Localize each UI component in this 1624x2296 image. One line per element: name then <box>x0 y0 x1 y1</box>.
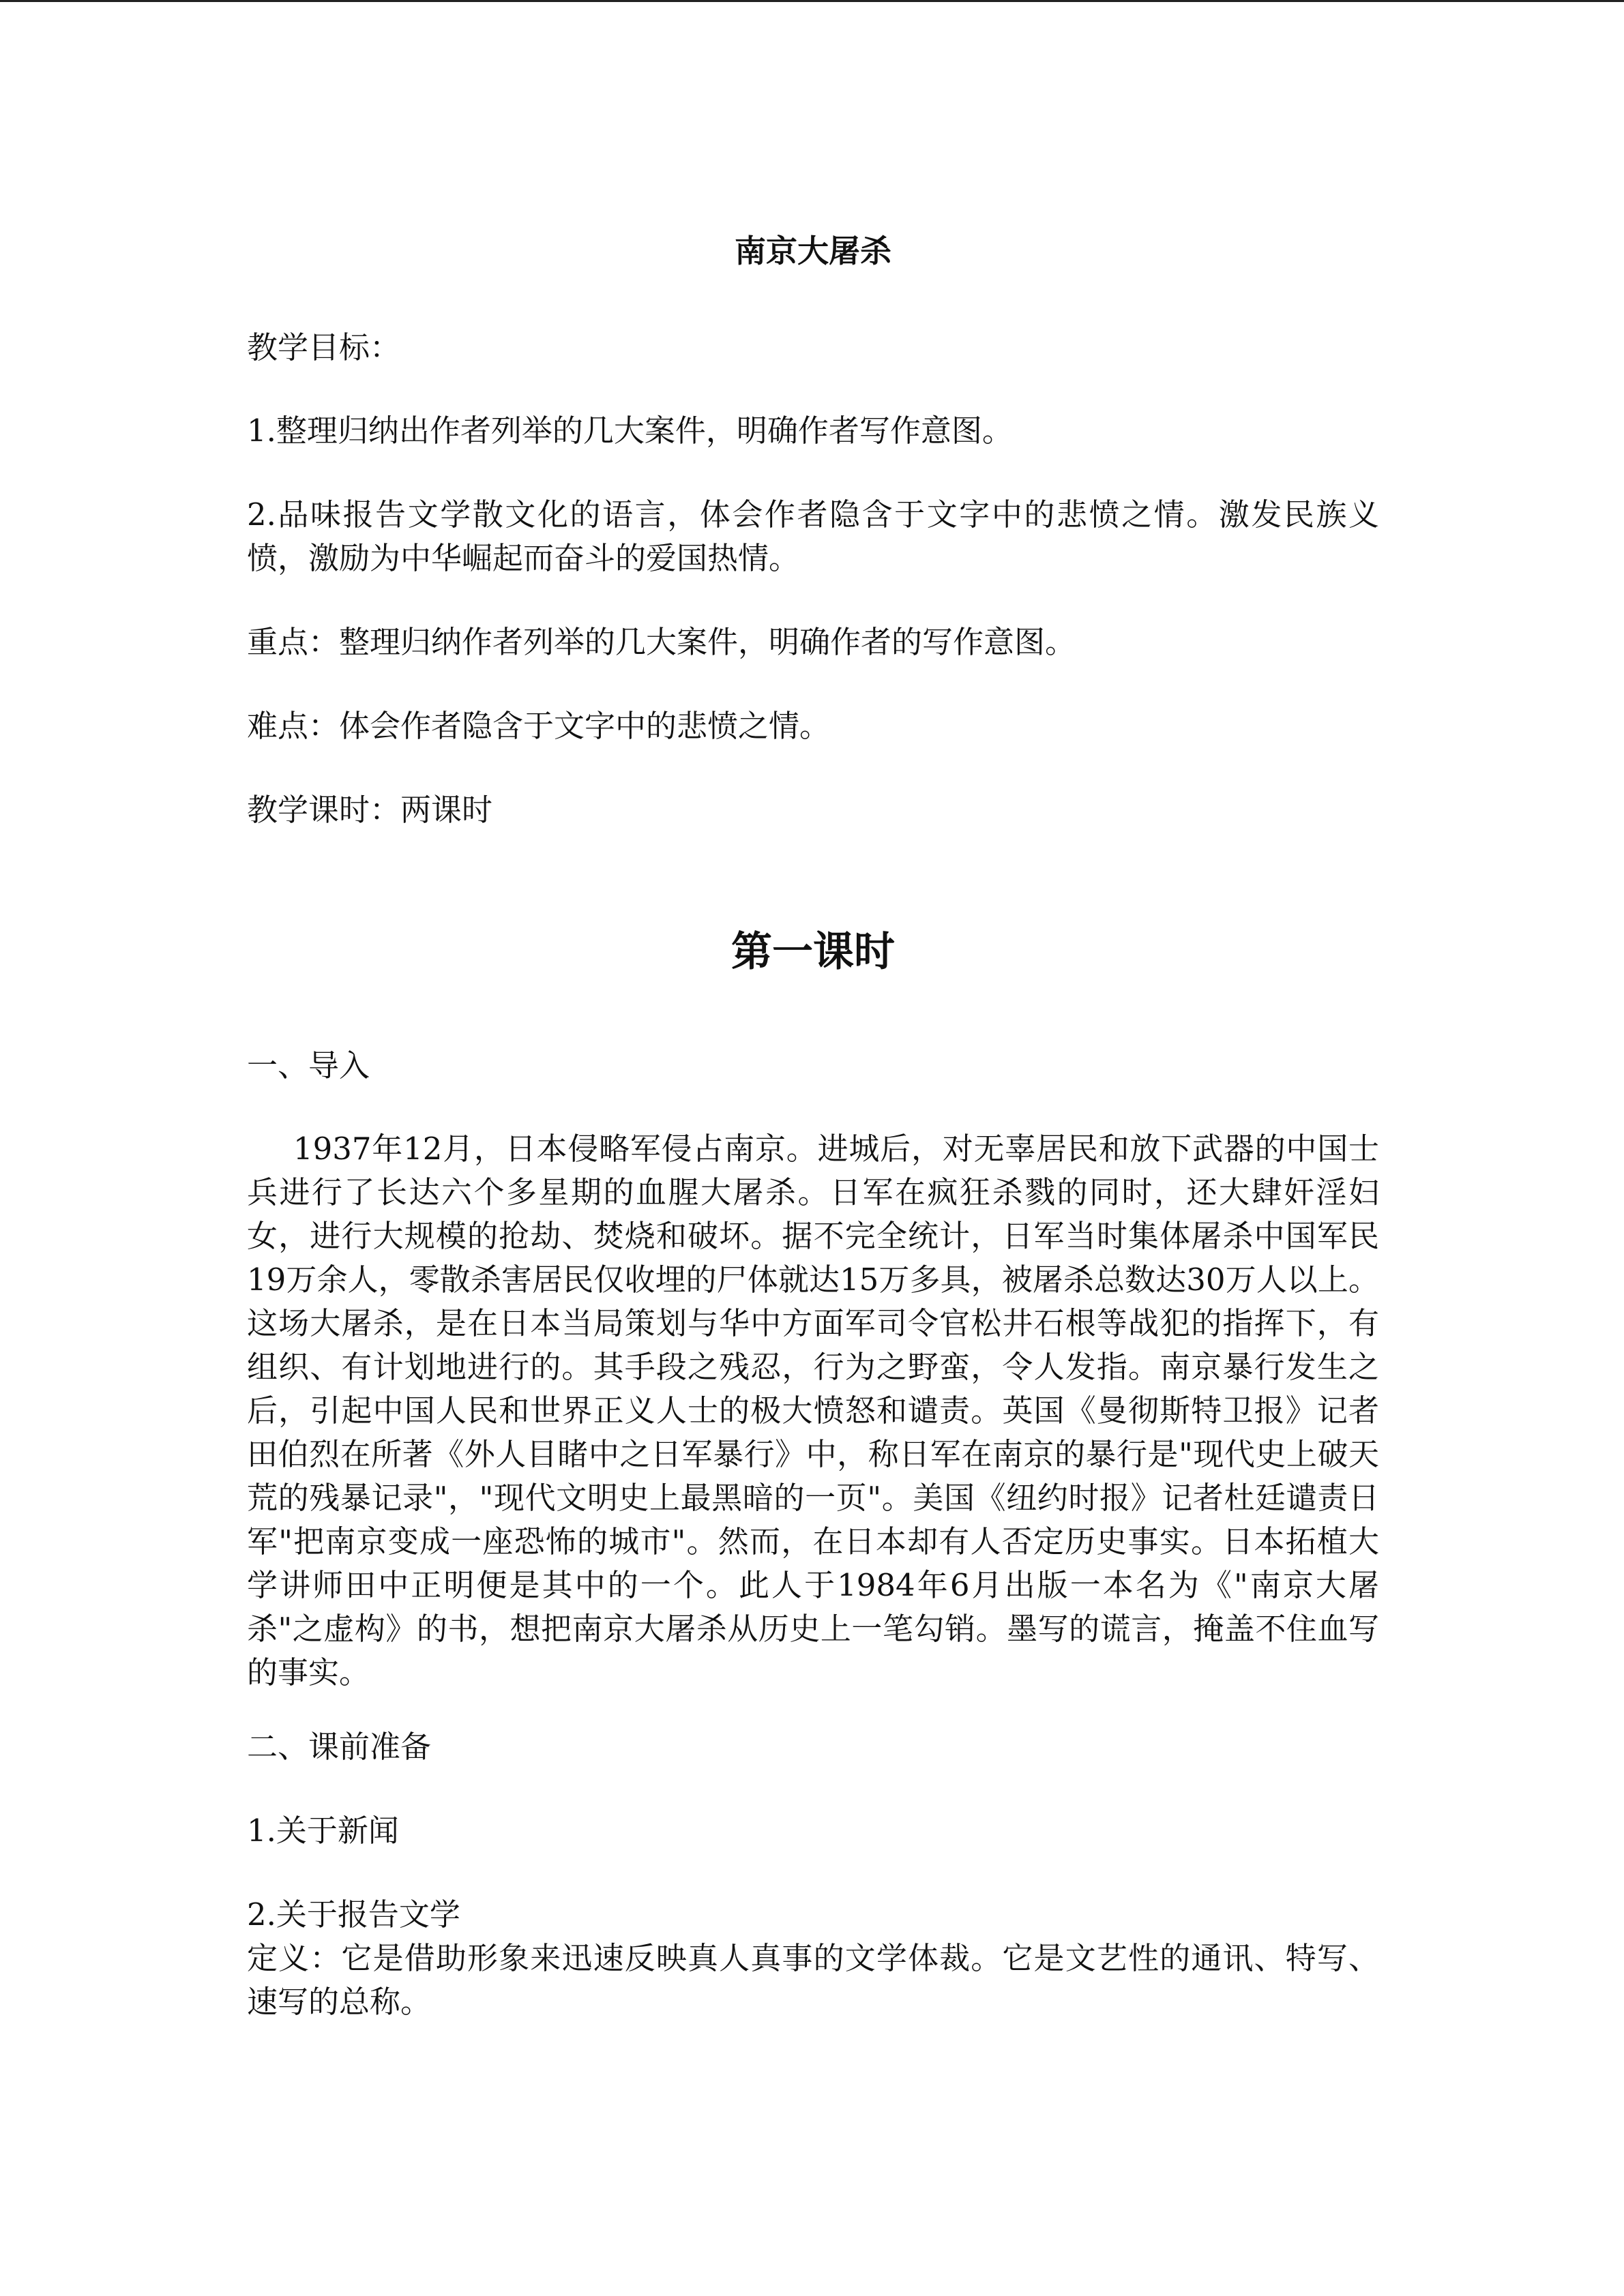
document-title: 南京大屠杀 <box>735 233 891 269</box>
objective-item-2: 2.品味报告文学散文化的语言，体会作者隐含于文字中的悲愤之情。激发民族义愤，激励为中华崛起而奋斗的爱国热情。 <box>247 496 1379 576</box>
lesson-heading: 第一课时 <box>731 928 895 976</box>
intro-paragraph: 1937年12月，日本侵略军侵占南京。进城后，对无辜居民和放下武器的中国士兵进行了长达六个多星期的血腥大屠杀。日军在疯狂杀戮的同时，还大肆奸淫妇女，进行大规模的抢劫、焚烧和破坏。据不完全统计，日军当时集体屠杀中国军民19万余人，零散杀害居民仅收埋的尸体就达15万多具，被屠杀总数达30万人以上。这场大屠杀，是在日本当局策划与华中方面军司令官松井石根等战犯的指挥下，有组织、有计划地进行的。其手段之残忍，行为之野蛮，令人发指。南京暴行发生之后，引起中国人民和世界正义人士的极大愤怒和谴责。英国《曼彻斯特卫报》记者田伯烈在所著《外人目睹中之日军暴行》中，称日军在南京的暴行是"现代史上破天荒的残暴记录"，"现代文明史上最黑暗的一页"。美国《纽约时报》记者杜廷谴责日军"把南京变成一座恐怖的城市"。然而，在日本却有人否定历史事实。日本拓植大学讲师田中正明便是其中的一个。此人于1984年6月出版一本名为《"南京大屠杀"之虚构》的书，想把南京大屠杀从历史上一笔勾销。墨写的谎言，掩盖不住血写的事实。 <box>247 1131 1379 1690</box>
section-heading-intro: 一、导入 <box>247 1047 370 1084</box>
prep-item-news: 1.关于新闻 <box>247 1813 399 1849</box>
prep-item-reportage: 2.关于报告文学 <box>247 1896 460 1933</box>
page-top-border <box>0 0 1624 2</box>
reportage-definition: 定义：它是借助形象来迅速反映真人真事的文学体裁。它是文艺性的通讯、特写、速写的总称。 <box>247 1940 1379 2020</box>
objective-item-1: 1.整理归纳出作者列举的几大案件，明确作者写作意图。 <box>247 413 1013 449</box>
section-heading-preparation: 二、课前准备 <box>247 1729 432 1765</box>
key-point: 重点：整理归纳作者列举的几大案件，明确作者的写作意图。 <box>247 624 1076 660</box>
difficult-point: 难点：体会作者隐含于文字中的悲愤之情。 <box>247 708 831 744</box>
objectives-label: 教学目标： <box>247 329 401 366</box>
class-hours: 教学课时：两课时 <box>247 792 493 828</box>
